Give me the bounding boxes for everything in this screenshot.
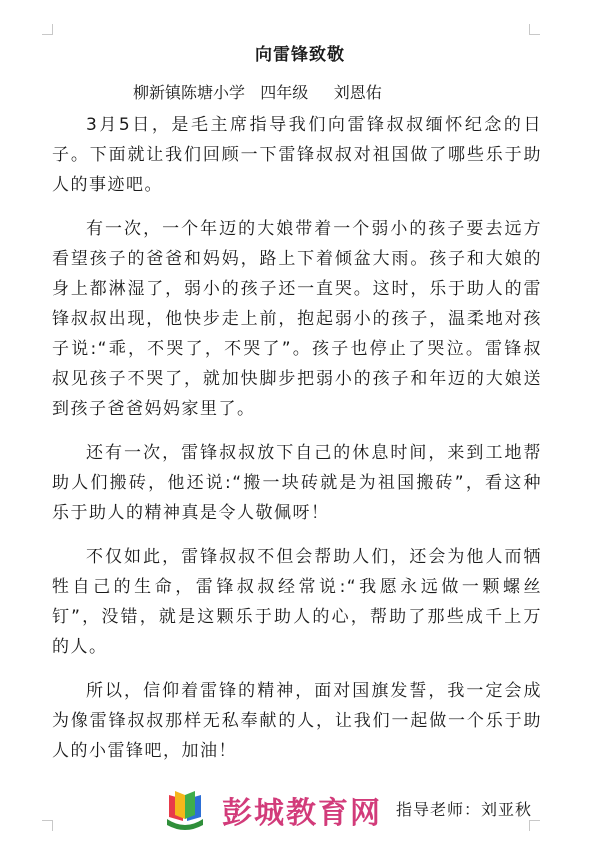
paragraph: 不仅如此，雷锋叔叔不但会帮助人们，还会为他人而牺牲自己的生命，雷锋叔叔经常说:“我愿永远做一颗螺丝钉”，没错，就是这颗乐于助人的心，帮助了那些成千上万的人。 [52,547,542,657]
paragraph: 还有一次，雷锋叔叔放下自己的休息时间，来到工地帮助人们搬砖，他还说:“搬一块砖就是为祖国搬砖”，看这种乐于助人的精神真是令人敬佩呀！ [52,443,542,523]
book-logo-icon [163,789,207,831]
article-body [52,110,542,780]
crop-mark-top-right [529,24,540,35]
crop-mark-bottom-right [529,820,540,831]
paragraph: 有一次，一个年迈的大娘带着一个弱小的孩子要去远方看望孩子的爸爸和妈妈，路上下着倾盆大雨。孩子和大娘的身上都淋湿了，弱小的孩子还一直哭。这时，乐于助人的雷锋叔叔出现，他快步走上前，抱起弱小的孩子，温柔地对孩子说:“乖，不哭了，不哭了”。孩子也停止了哭泣。雷锋叔叔见孩子不哭了，就加快脚步把弱小的孩子和年迈的大娘送到孩子爸爸妈妈家里了。 [52,219,542,419]
article-title: 向雷锋致敬 [255,45,345,65]
watermark-logo-text: 彭城教育网 [222,796,382,831]
teacher-signature: 指导老师：刘亚秋 [396,800,533,819]
article-byline: 柳新镇陈塘小学 四年级 刘恩佑 [133,83,382,102]
crop-mark-top-left [42,24,53,35]
crop-mark-bottom-left [42,820,53,831]
paragraph: 所以，信仰着雷锋的精神，面对国旗发誓，我一定会成为像雷锋叔叔那样无私奉献的人，让我们一起做一个乐于助人的小雷锋吧，加油！ [52,681,542,761]
paragraph: 3月5日，是毛主席指导我们向雷锋叔叔缅怀纪念的日子。下面就让我们回顾一下雷锋叔叔对祖国做了哪些乐于助人的事迹吧。 [52,115,542,195]
